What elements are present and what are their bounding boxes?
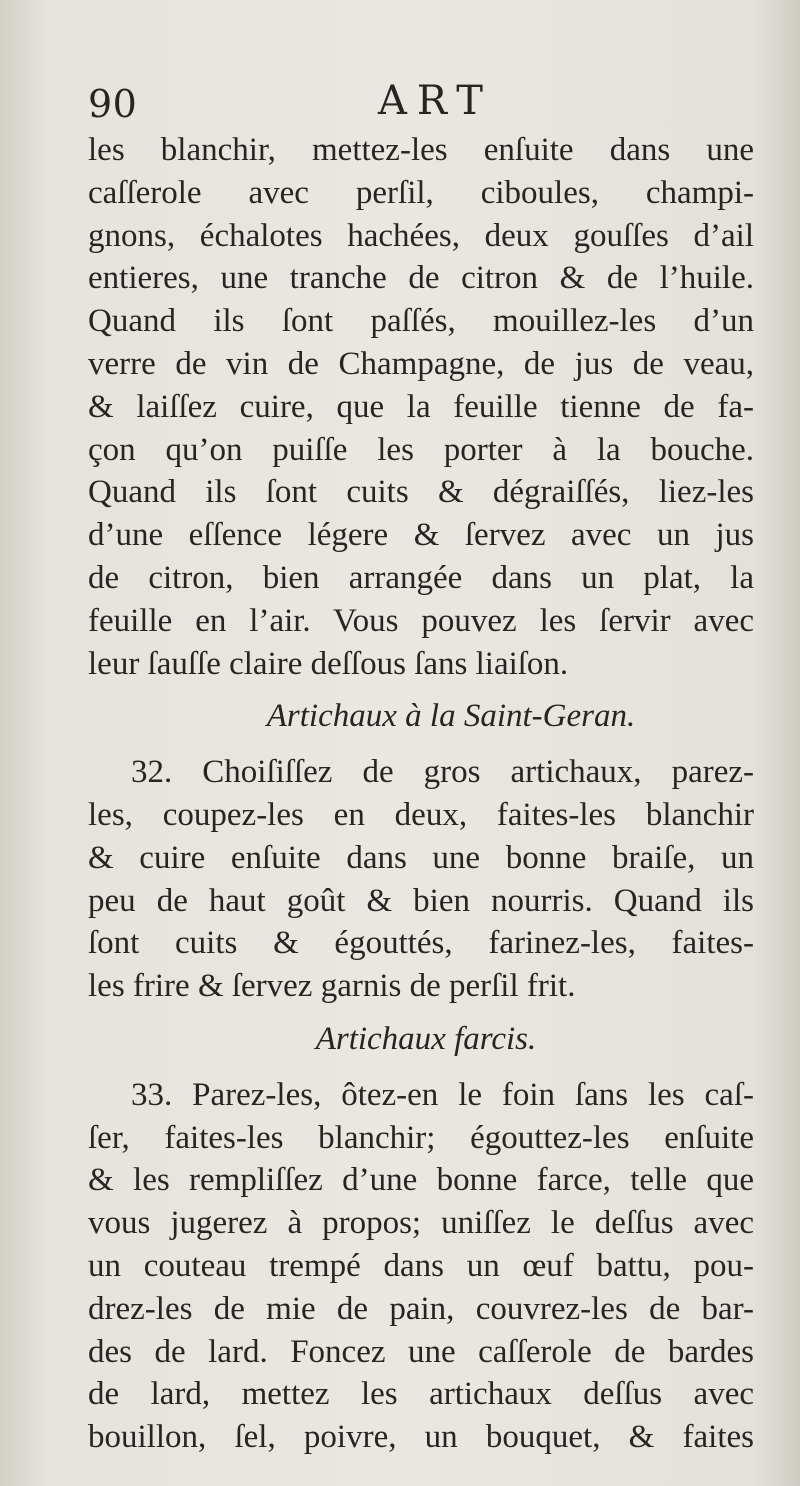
text-line: & cuire enſuite dans une bonne braiſe, un [88, 839, 754, 876]
text-line: verre de vin de Champagne, de jus de veau, [88, 345, 754, 382]
text-line: des de lard. Foncez une caſſerole de bardes [88, 1333, 754, 1370]
text-line: de citron, bien arrangée dans un plat, la [88, 559, 754, 596]
text-line: ſont cuits & égouttés, farinez-les, faites- [88, 925, 754, 962]
text-line: leur ſauſſe claire deſſous ſans liaiſon. [88, 645, 569, 682]
text-line: Quand ils ſont cuits & dégraiſſés, liez-les [88, 474, 754, 511]
text-line: 33. Parez-les, ôtez-en le foin ſans les caſ- [131, 1076, 754, 1113]
page-number: 90 [88, 82, 138, 126]
text-line: entieres, une tranche de citron & de l’huile. [88, 260, 754, 297]
text-line: & les rempliſſez d’une bonne farce, telle que [88, 1162, 754, 1199]
text-line: d’une eſſence légere & ſervez avec un jus [88, 517, 754, 554]
text-line: un couteau trempé dans un œuf battu, pou- [88, 1247, 754, 1284]
paragraph-2 [88, 751, 754, 1008]
section-heading: Artichaux à la Saint-Geran. [266, 698, 636, 735]
text-block [88, 129, 754, 1459]
paragraph-1 [88, 129, 754, 685]
text-line: les frire & ſervez garnis de perſil frit. [88, 968, 576, 1005]
paragraph-3 [88, 1074, 754, 1459]
text-line: les blanchir, mettez-les enſuite dans une [88, 132, 754, 168]
text-line: bouillon, ſel, poivre, un bouquet, & faites [88, 1419, 754, 1456]
text-line: drez-les de mie de pain, couvrez-les de bar- [88, 1290, 754, 1327]
text-line: 32. Choiſiſſez de gros artichaux, parez- [131, 754, 754, 791]
section-heading: Artichaux farcis. [315, 1020, 537, 1057]
running-head: ART [378, 78, 493, 124]
text-line: ſer, faites-les blanchir; égouttez-les enſuite [88, 1119, 754, 1156]
text-line: Quand ils ſont paſſés, mouillez-les d’un [88, 303, 754, 340]
text-line: de lard, mettez les artichaux deſſus avec [88, 1376, 754, 1413]
text-line: & laiſſez cuire, que la feuille tienne de fa- [88, 388, 754, 425]
text-line: les, coupez-les en deux, faites-les blanchir [88, 796, 754, 833]
text-line: feuille en l’air. Vous pouvez les ſervir avec [88, 602, 754, 639]
text-line: caſſerole avec perſil, ciboules, champi- [88, 174, 754, 211]
text-line: çon qu’on puiſſe les porter à la bouche. [88, 431, 754, 468]
text-line: peu de haut goût & bien nourris. Quand ils [88, 882, 754, 919]
text-line: gnons, échalotes hachées, deux gouſſes d’ail [88, 217, 754, 254]
text-line: vous jugerez à propos; uniſſez le deſſus avec [88, 1205, 754, 1242]
